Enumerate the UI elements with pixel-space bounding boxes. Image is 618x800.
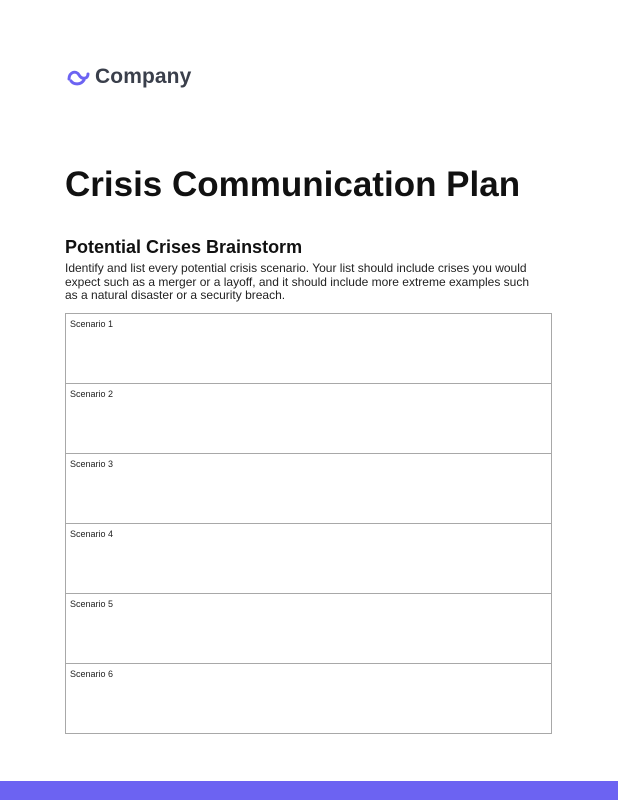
logo-text: Company <box>95 65 192 88</box>
scenario-table <box>65 313 552 734</box>
scenario-4-field[interactable] <box>66 524 551 594</box>
section-description: Identify and list every potential crisis scenario. Your list should include crises you would expect such as a merger or a layoff, and it should include more extreme examples such as a natural disaster or a security breach. <box>65 261 530 302</box>
scenario-4-label: Scenario 4 <box>70 529 114 539</box>
scenario-1-field[interactable] <box>66 314 551 384</box>
scenario-5-field[interactable] <box>66 594 551 664</box>
scenario-6-label: Scenario 6 <box>70 669 114 679</box>
wave-swirl-icon <box>66 66 92 88</box>
footer-bar <box>0 781 618 800</box>
scenario-5-label: Scenario 5 <box>70 599 114 609</box>
scenario-2-label: Scenario 2 <box>70 389 114 399</box>
company-logo <box>66 64 191 90</box>
scenario-6-field[interactable] <box>66 664 551 733</box>
scenario-3-field[interactable] <box>66 454 551 524</box>
scenario-3-label: Scenario 3 <box>70 459 114 469</box>
section-heading: Potential Crises Brainstorm <box>65 237 303 257</box>
scenario-2-field[interactable] <box>66 384 551 454</box>
scenario-1-label: Scenario 1 <box>70 319 114 329</box>
page-title: Crisis Communication Plan <box>65 165 521 204</box>
